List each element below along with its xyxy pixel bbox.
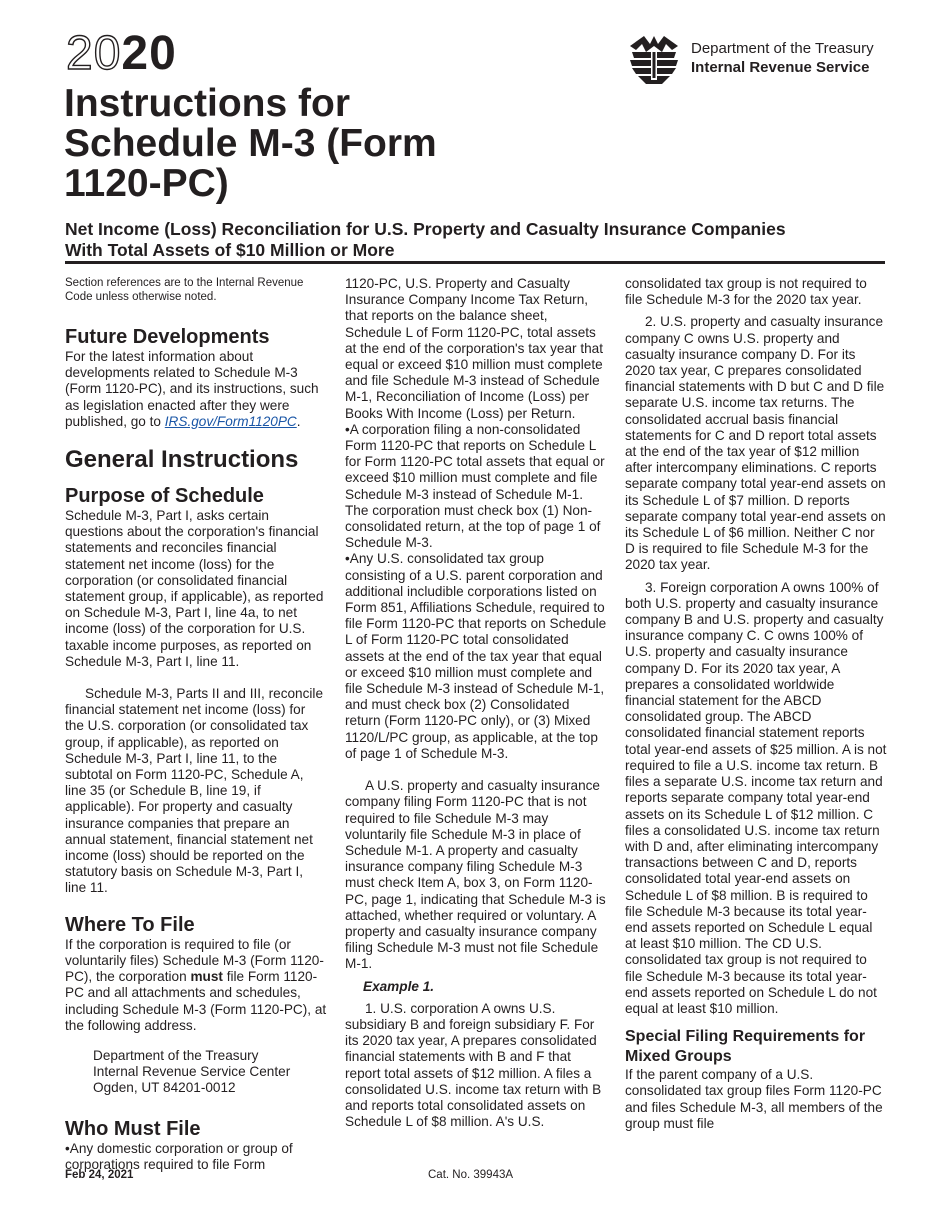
example-1-label: Example 1. xyxy=(363,978,435,994)
general-instructions-heading: General Instructions xyxy=(65,446,299,474)
catalog-number: Cat. No. 39943A xyxy=(428,1169,514,1181)
example-1-item-1: 1. U.S. corporation A owns U.S. subsidiary B and foreign subsidiary F. For its 2020 tax year, A prepares consolidated financial statements with B and F that report total assets of $12 million. A files a consolidated U.S. income tax return with B and reports total consolidated assets on Schedule L of $8 million. A's U.S. xyxy=(345,1000,602,1130)
agency-department: Department of the Treasury xyxy=(691,40,874,57)
where-to-file-heading: Where To File xyxy=(65,913,195,936)
year-outline: 20 xyxy=(66,27,122,80)
purpose-of-schedule-heading: Purpose of Schedule xyxy=(65,485,264,508)
form-year xyxy=(66,28,177,80)
bullet-icon: • xyxy=(345,551,350,567)
irs-form1120pc-link[interactable]: IRS.gov/Form1120PC xyxy=(164,413,297,429)
special-filing-requirements-text: If the parent company of a U.S. consolidated tax group files Form 1120-PC and files Schedule M-3, all members of the group must file xyxy=(625,1067,883,1131)
irs-eagle-logo-icon xyxy=(624,32,684,88)
voluntary-filing-paragraph: A U.S. property and casualty insurance company filing Form 1120-PC that is not required to file Schedule M-3 may voluntarily file Schedule M-3 in place of Schedule M-1. A property and casualty insurance company filing Schedule M-3 must check Item A, box 3, on Form 1120-PC, page 1, indicating that Schedule M-3 is attached, whether required or voluntary. A property and casualty insurance company filing Schedule M-3 must not file Schedule M-1. xyxy=(345,778,606,972)
mailing-address-line-1: Department of the Treasury xyxy=(93,1047,259,1063)
who-must-file-bullet-3: •Any U.S. consolidated tax group consisting of a U.S. parent corporation and additional includible corporations listed on Form 851, Affiliations Schedule, required to file Form 1120-PC that reports on Schedule L of Form 1120-PC total consolidated assets at the end of the tax year that equal or exceed $10 million must complete and file Schedule M-3 instead of Schedule M-1, and must check box (2) Consolidated return (Form 1120-PC only), or (3) Mixed 1120/L/PC group, as applicable, at the top of page 1 of Schedule M-3. xyxy=(345,551,607,761)
column-1 xyxy=(65,276,327,1173)
header-divider xyxy=(65,261,885,264)
purpose-paragraph-1: Schedule M-3, Part I, asks certain questions about the corporation's financial statements and reconciles financial statement net income (loss) for the corporation (or consolidated financial statement group, if applicable), as reported on Schedule M-3, Part I, line 4a, to net income (loss) of the corporation for U.S. taxable income purposes, as reported on Schedule M-3, Part I, line 11. xyxy=(65,508,324,669)
future-developments-text: For the latest information about developments related to Schedule M-3 (Form 1120-PC), and its instructions, such as legislation enacted after they were published, go to IRS.gov/Form1120PC. xyxy=(65,349,319,429)
column-3 xyxy=(625,276,887,1132)
mailing-address-line-3: Ogden, UT 84201-0012 xyxy=(93,1080,236,1096)
special-filing-requirements-heading: Special Filing Requirements for Mixed Groups xyxy=(625,1028,866,1066)
agency-irs: Internal Revenue Service xyxy=(691,59,870,76)
year-solid: 20 xyxy=(121,27,177,80)
who-must-file-bullet-1-continued: 1120-PC, U.S. Property and Casualty Insurance Company Income Tax Return, that reports on the balance sheet, Schedule L of Form 1120-PC, total assets at the end of the corporation's tax year that equal or exceed $10 million must complete and file Schedule M-3 instead of Schedule M-1, Reconciliation of Income (Loss) per Books With Income (Loss) per Return. xyxy=(345,276,604,421)
example-1-item-1-continued: consolidated tax group is not required to file Schedule M-3 for the 2020 tax year. xyxy=(625,276,867,308)
example-1-item-2: 2. U.S. property and casualty insurance company C owns U.S. property and casualty insurance company D. For its 2020 tax year, C prepares consolidated financial statements with D but C and D file separate U.S. income tax returns. The consolidated accrual basis financial statements for C and D report total assets at the end of the tax year of $12 million after intercompany eliminations. C reports separate company total year-end assets on its Schedule L of $7 million. D reports separate company total year-end assets on its Schedule L of $6 million. Neither C nor D is required to file Schedule M-3 for the 2020 tax year. xyxy=(625,314,886,573)
bullet-icon: • xyxy=(345,421,350,437)
example-1-item-3: 3. Foreign corporation A owns 100% of both U.S. property and casualty insurance company B and U.S. property and casualty insurance company C. C owns 100% of U.S. property and casualty insurance company D. For its 2020 tax year, A prepares a consolidated worldwide financial statement for the ABCD consolidated group. The ABCD consolidated financial statement reports total year-end assets of $25 million. A is not required to file a U.S. income tax return. B files a separate U.S. income tax return and reports separate company total year-end assets on its Schedule L of $12 million. C files a consolidated U.S. income tax return with D and, after eliminating intercompany transactions between C and D, reports consolidated total year-end assets on Schedule L of $8 million. B is required to file Schedule M-3 because its total year-end assets reported on Schedule L equal at least $10 million. The CD U.S. consolidated tax group is not required to file Schedule M-3 because its total year-end assets reported on Schedule L do not equal at least $10 million. xyxy=(625,579,887,1016)
revision-date: Feb 24, 2021 xyxy=(65,1169,134,1181)
who-must-file-bullet-1: •Any domestic corporation or group of corporations required to file Form xyxy=(65,1140,293,1172)
purpose-paragraph-2: Schedule M-3, Parts II and III, reconcile financial statement net income (loss) for the U.S. corporation (or consolidated tax group, if applicable), as reported on Schedule M-3, Part I, line 11, to the subtotal on Form 1120-PC, Schedule A, line 35 (or Schedule B, line 19, if applicable). For property and casualty insurance companies that prepare an annual statement, financial statement net income (loss) should be reported on the statutory basis on Schedule M-3, Part I, line 11. xyxy=(65,686,324,896)
agency-block xyxy=(624,32,894,88)
who-must-file-heading: Who Must File xyxy=(65,1117,201,1140)
where-to-file-text: If the corporation is required to file (or voluntarily files) Schedule M-3 (Form 1120-PC), the corporation must file Form 1120-PC and all attachments and schedules, including Schedule M-3 (Form 1120-PC), at the following address. xyxy=(65,936,327,1033)
future-developments-heading: Future Developments xyxy=(65,326,270,348)
document-title: Instructions for Schedule M-3 (Form 1120-PC) xyxy=(64,82,437,205)
document-subtitle: Net Income (Loss) Reconciliation for U.S. Property and Casualty Insurance Companies With Total Assets of $10 Million or More xyxy=(65,219,786,260)
who-must-file-bullet-2: •A corporation filing a non-consolidated Form 1120-PC that reports on Schedule L for Form 1120-PC total assets that equal or exceed $10 million must complete and file Schedule M-3 instead of Schedule M-1. The corporation must check box (1) Non-consolidated return, at the top of page 1 of Schedule M-3. xyxy=(345,421,605,551)
bullet-icon: • xyxy=(65,1140,70,1156)
section-references-note: Section references are to the Internal Revenue Code unless otherwise noted. xyxy=(65,277,304,303)
mailing-address-line-2: Internal Revenue Service Center xyxy=(93,1064,291,1080)
column-2 xyxy=(345,276,607,1130)
